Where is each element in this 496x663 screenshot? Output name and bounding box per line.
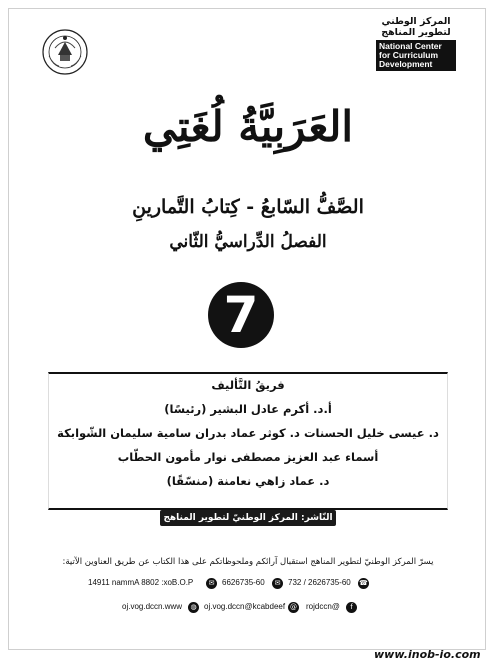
nccd-name-en-line1: National Center bbox=[379, 41, 442, 51]
book-subtitle: الصَّفُّ السّابعُ - كِتابُ التَّمارينِ bbox=[132, 196, 364, 218]
team-line-1: أ.د. أكرم عادل البشير (رئيسًا) bbox=[164, 402, 332, 416]
nccd-name-english bbox=[376, 40, 456, 71]
nccd-name-en-line2: for Curriculum bbox=[379, 50, 439, 60]
fax-icon: ✉ bbox=[272, 578, 283, 589]
phone-number: 732 / 2626735-60 bbox=[288, 578, 351, 587]
grade-badge: 7 bbox=[208, 282, 274, 348]
mailbox-icon: ✉ bbox=[206, 578, 217, 589]
facebook-handle[interactable]: rojdccn@ bbox=[306, 602, 340, 611]
book-title: العَرَبِيَّةُ لُغَتِي bbox=[142, 102, 354, 151]
nccd-logo bbox=[376, 16, 456, 84]
email-address[interactable]: oj.vog.dccn@kcabdeef bbox=[204, 602, 286, 611]
phone-icon: ☎ bbox=[359, 579, 368, 587]
email-icon: @ bbox=[290, 603, 297, 611]
publisher-label: النّاشر: المركز الوطنيّ لتطوير المناهج bbox=[160, 510, 336, 526]
nccd-name-ar-line1: المركز الوطني bbox=[381, 16, 451, 27]
facebook-icon: f bbox=[346, 602, 357, 613]
team-heading: فريقُ التَّأليف bbox=[211, 378, 285, 392]
po-box: 14911 nammA 8802 :xoB.O.P bbox=[88, 578, 194, 587]
semester-label: الفصلُ الدِّراسيُّ الثّاني bbox=[169, 232, 327, 252]
ministry-emblem-icon bbox=[40, 22, 90, 82]
feedback-note: يسرّ المركز الوطنيّ لتطوير المناهج استقبال آرائكم وملحوظاتكم على هذا الكتاب عن طريق العناوين الآتية: bbox=[62, 557, 434, 567]
nccd-name-arabic bbox=[376, 16, 456, 38]
team-line-2: د. عيسى خليل الحسنات د. كوثر عماد بدران سامية سليمان الشّوابكة bbox=[57, 426, 439, 440]
nccd-name-ar-line2: لتطوير المناهج bbox=[381, 27, 451, 38]
site-watermark: www.inob-io.com bbox=[374, 648, 481, 661]
nccd-name-en-line3: Development bbox=[379, 59, 433, 69]
team-line-4: د. عماد زاهي نعامنة (منسّقًا) bbox=[166, 474, 330, 488]
team-line-3: أسماء عبد العزيز مصطفى نوار مأمون الحطّاب bbox=[117, 450, 379, 464]
fax-number: 6626735-60 bbox=[222, 578, 265, 587]
website-url[interactable]: oj.vog.dccn.www bbox=[122, 602, 183, 611]
globe-icon: ◍ bbox=[188, 602, 199, 613]
